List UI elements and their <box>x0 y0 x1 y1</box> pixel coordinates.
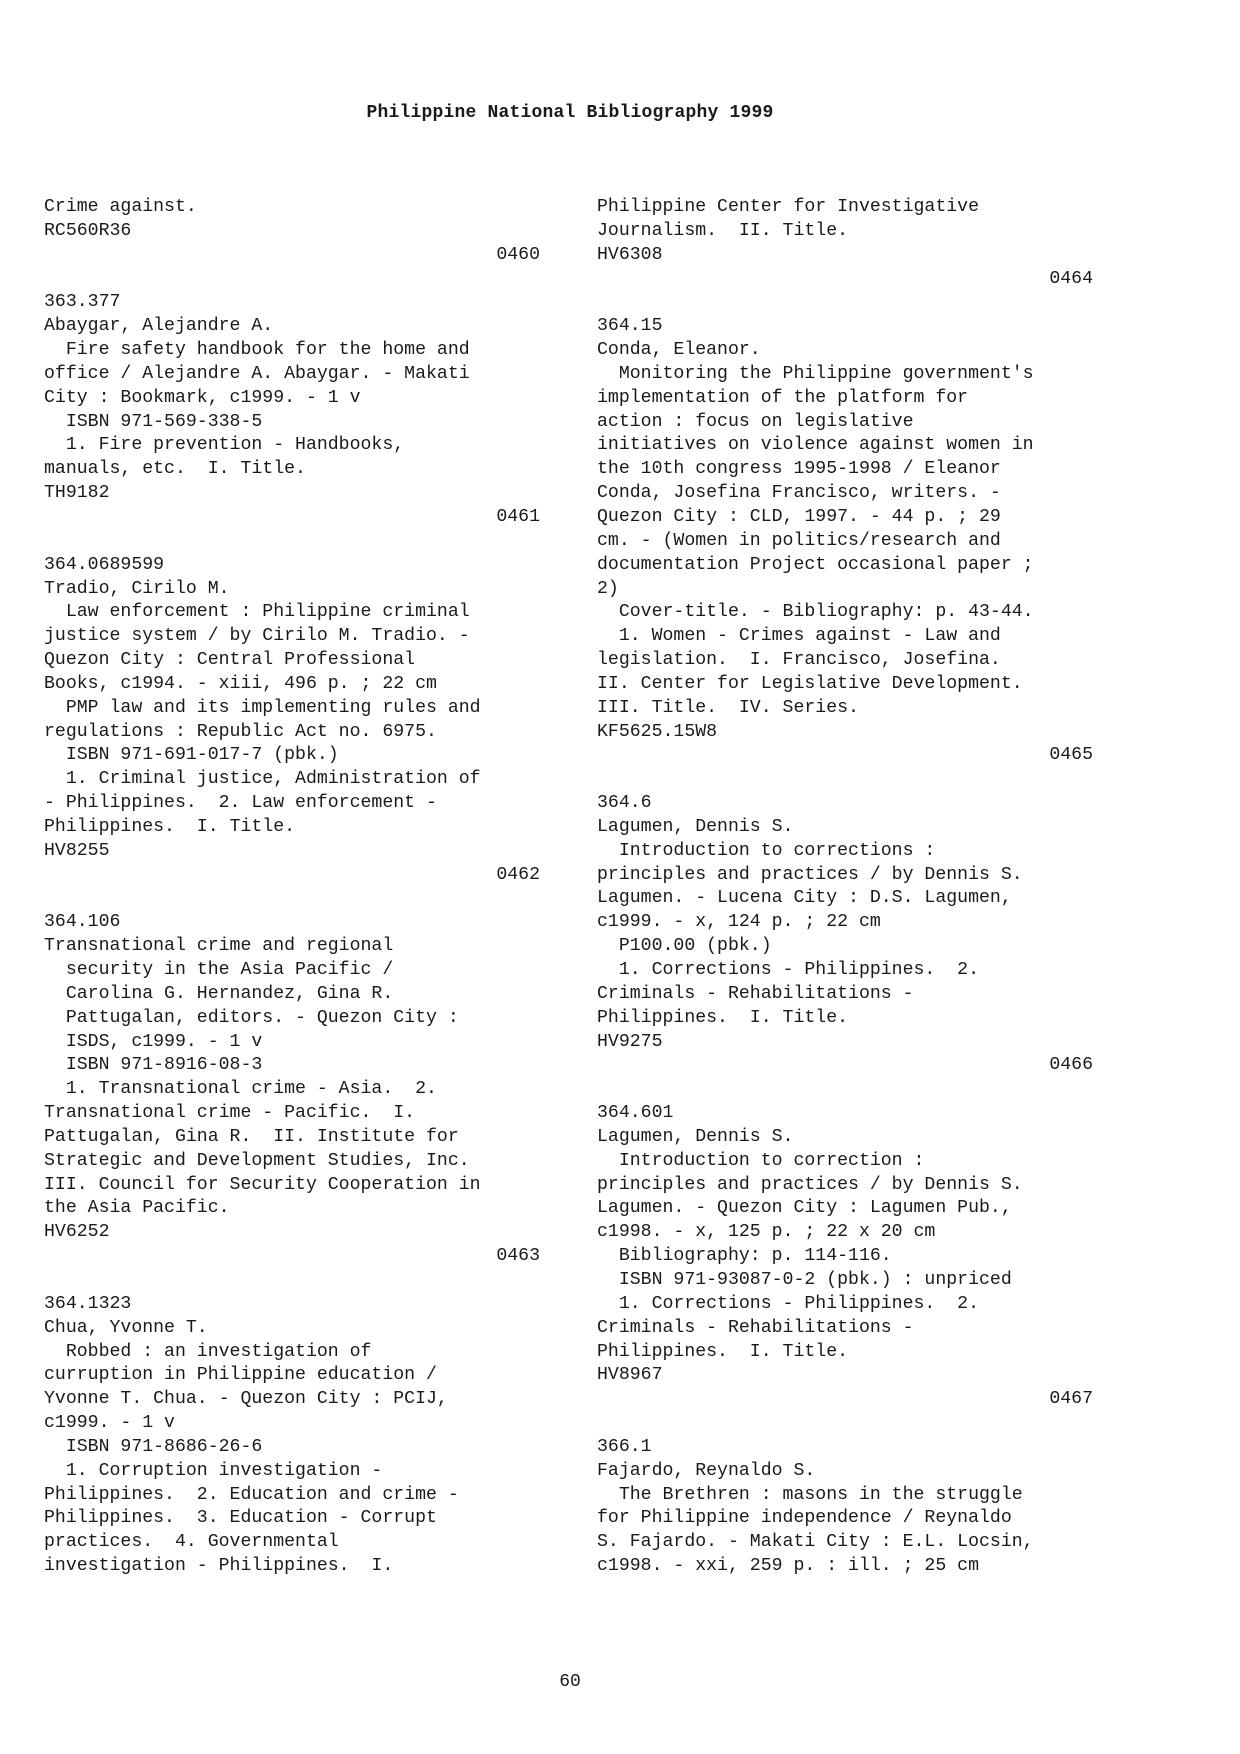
entry-line: Lagumen. - Quezon City : Lagumen Pub., <box>597 1198 1012 1219</box>
entry-line: justice system / by Cirilo M. Tradio. - <box>44 626 470 647</box>
blank-line <box>597 291 1107 315</box>
entry-line: TH9182 <box>44 483 110 504</box>
entry-line: Philippines. I. Title. <box>597 1341 849 1362</box>
entry-number: 0461 <box>496 506 540 527</box>
entry-line: RC560R36 <box>44 220 132 241</box>
entry-line: ISBN 971-93087-0-2 (pbk.) : unpriced <box>597 1269 1012 1290</box>
entry-line: c1999. - x, 124 p. ; 22 cm <box>597 912 881 933</box>
entry-line: Lagumen. - Lucena City : D.S. Lagumen, <box>597 888 1012 909</box>
entry-line: City : Bookmark, c1999. - 1 v <box>44 387 361 408</box>
entry-line: Criminals - Rehabilitations - <box>597 1317 914 1338</box>
entry-line: PMP law and its implementing rules and <box>44 697 481 718</box>
entry-line: P100.00 (pbk.) <box>597 936 772 957</box>
entry-line: HV8967 <box>597 1365 663 1386</box>
left-column <box>44 196 554 1579</box>
entry-line: ISBN 971-8916-08-3 <box>44 1055 263 1076</box>
entry-line: principles and practices / by Dennis S. <box>597 864 1023 885</box>
entry-line: 1. Corrections - Philippines. 2. <box>597 1293 979 1314</box>
entry-line: Conda, Eleanor. <box>597 340 761 361</box>
entry-line: implementation of the platform for <box>597 387 969 408</box>
entry-line: Transnational crime and regional <box>44 936 394 957</box>
entry-line: initiatives on violence against women in <box>597 435 1034 456</box>
entry-line: Crime against. <box>44 197 197 217</box>
entry-line: Transnational crime - Pacific. I. <box>44 1103 416 1124</box>
entry-line: Criminals - Rehabilitations - <box>597 983 914 1004</box>
entry-line: investigation - Philippines. I. <box>44 1556 394 1577</box>
entry-line: security in the Asia Pacific / <box>44 960 394 980</box>
entry-line: II. Center for Legislative Development. <box>597 673 1023 694</box>
entry-line: cm. - (Women in politics/research and <box>597 530 1001 551</box>
blank-line <box>44 268 554 292</box>
entry-line: HV8255 <box>44 840 110 861</box>
entry-line: Quezon City : Central Professional <box>44 650 416 671</box>
entry-line: documentation Project occasional paper ; <box>597 554 1034 575</box>
entry-line: KF5625.15W8 <box>597 721 718 742</box>
entry-line: curruption in Philippine education / <box>44 1365 437 1386</box>
blank-line <box>597 1078 1107 1102</box>
entry-line: 1. Transnational crime - Asia. 2. <box>44 1079 437 1100</box>
entry-number: 0462 <box>496 864 540 885</box>
page-title: Philippine National Bibliography 1999 <box>366 103 774 123</box>
entry-line: Lagumen, Dennis S. <box>597 816 794 837</box>
entry-line: c1998. - xxi, 259 p. : ill. ; 25 cm <box>597 1556 979 1577</box>
blank-line <box>597 768 1107 792</box>
entry-line: office / Alejandre A. Abaygar. - Makati <box>44 363 470 384</box>
entry-line: ISBN 971-8686-26-6 <box>44 1436 263 1457</box>
entry-line: 1. Corrections - Philippines. 2. <box>597 960 979 980</box>
entry-line: for Philippine independence / Reynaldo <box>597 1508 1012 1529</box>
entry-line: 364.1323 <box>44 1293 132 1314</box>
entry-line: ISBN 971-691-017-7 (pbk.) <box>44 745 339 766</box>
entry-line: III. Title. IV. Series. <box>597 697 859 718</box>
entry-line: Robbed : an investigation of <box>44 1341 372 1362</box>
entry-line: Lagumen, Dennis S. <box>597 1126 794 1147</box>
entry-line: principles and practices / by Dennis S. <box>597 1174 1023 1195</box>
blank-line <box>597 1412 1107 1436</box>
entry-line: Monitoring the Philippine government's <box>597 363 1034 384</box>
entry-line: 1. Fire prevention - Handbooks, <box>44 435 405 456</box>
entry-line: III. Council for Security Cooperation in <box>44 1174 481 1195</box>
entry-line: HV6308 <box>597 244 663 265</box>
entry-line: - Philippines. 2. Law enforcement - <box>44 793 437 814</box>
entry-line: 366.1 <box>597 1436 652 1457</box>
entry-line: the 10th congress 1995-1998 / Eleanor <box>597 459 1001 480</box>
entry-line: The Brethren : masons in the struggle <box>597 1484 1023 1505</box>
entry-number: 0466 <box>1049 1055 1093 1076</box>
entry-line: Strategic and Development Studies, Inc. <box>44 1150 470 1171</box>
entry-number: 0465 <box>1049 745 1093 766</box>
entry-number: 0463 <box>496 1246 540 1267</box>
entry-number: 0460 <box>496 244 540 265</box>
entry-line: 1. Women - Crimes against - Law and <box>597 626 1001 647</box>
entry-line: 2) <box>597 578 619 599</box>
entry-line: Yvonne T. Chua. - Quezon City : PCIJ, <box>44 1389 448 1410</box>
entry-line: 364.601 <box>597 1103 674 1124</box>
entry-line: Fire safety handbook for the home and <box>44 340 470 361</box>
entry-line: regulations : Republic Act no. 6975. <box>44 721 437 742</box>
entry-line: Abaygar, Alejandre A. <box>44 316 274 337</box>
entry-number: 0467 <box>1049 1389 1093 1410</box>
entry-line: 1. Corruption investigation - <box>44 1460 383 1481</box>
entry-line: Fajardo, Reynaldo S. <box>597 1460 816 1481</box>
blank-line <box>44 887 554 911</box>
entry-line: Philippines. 3. Education - Corrupt <box>44 1508 437 1529</box>
entry-line: 1. Criminal justice, Administration of <box>44 769 481 790</box>
page-number: 60 <box>559 1672 581 1692</box>
entry-line: Carolina G. Hernandez, Gina R. <box>44 983 394 1004</box>
entry-line: Books, c1994. - xiii, 496 p. ; 22 cm <box>44 673 437 694</box>
entry-line: Philippines. I. Title. <box>44 816 296 837</box>
blank-line <box>44 530 554 554</box>
entry-line: Tradio, Cirilo M. <box>44 578 230 599</box>
entry-line: Quezon City : CLD, 1997. - 44 p. ; 29 <box>597 506 1001 527</box>
entry-line: 364.6 <box>597 793 652 814</box>
entry-line: Chua, Yvonne T. <box>44 1317 208 1338</box>
blank-line <box>44 1269 554 1293</box>
entry-line: Philippines. 2. Education and crime - <box>44 1484 459 1505</box>
right-column <box>597 196 1107 1579</box>
entry-line: c1998. - x, 125 p. ; 22 x 20 cm <box>597 1222 936 1243</box>
entry-line: action : focus on legislative <box>597 411 914 432</box>
entry-line: Introduction to corrections : <box>597 840 936 861</box>
entry-line: manuals, etc. I. Title. <box>44 459 306 480</box>
entry-number: 0464 <box>1049 268 1093 289</box>
entry-line: Cover-title. - Bibliography: p. 43-44. <box>597 602 1034 623</box>
entry-line: ISDS, c1999. - 1 v <box>44 1031 263 1052</box>
entry-line: the Asia Pacific. <box>44 1198 230 1219</box>
entry-line: Conda, Josefina Francisco, writers. - <box>597 483 1001 504</box>
entry-line: Pattugalan, Gina R. II. Institute for <box>44 1126 459 1147</box>
entry-line: HV9275 <box>597 1031 663 1052</box>
entry-line: Philippine Center for Investigative <box>597 197 979 217</box>
entry-line: HV6252 <box>44 1222 110 1243</box>
entry-line: 364.106 <box>44 912 121 933</box>
entry-line: Philippines. I. Title. <box>597 1007 849 1028</box>
entry-line: c1999. - 1 v <box>44 1413 175 1434</box>
entry-line: 364.15 <box>597 316 663 337</box>
entry-line: 364.0689599 <box>44 554 165 575</box>
entry-line: Journalism. II. Title. <box>597 220 849 241</box>
entry-line: 363.377 <box>44 292 121 313</box>
entry-line: ISBN 971-569-338-5 <box>44 411 263 432</box>
entry-line: S. Fajardo. - Makati City : E.L. Locsin, <box>597 1532 1034 1553</box>
entry-line: Bibliography: p. 114-116. <box>597 1246 892 1267</box>
entry-line: Introduction to correction : <box>597 1150 925 1171</box>
entry-line: legislation. I. Francisco, Josefina. <box>597 650 1001 671</box>
entry-line: Pattugalan, editors. - Quezon City : <box>44 1007 459 1028</box>
entry-line: Law enforcement : Philippine criminal <box>44 602 470 623</box>
entry-line: practices. 4. Governmental <box>44 1532 339 1553</box>
